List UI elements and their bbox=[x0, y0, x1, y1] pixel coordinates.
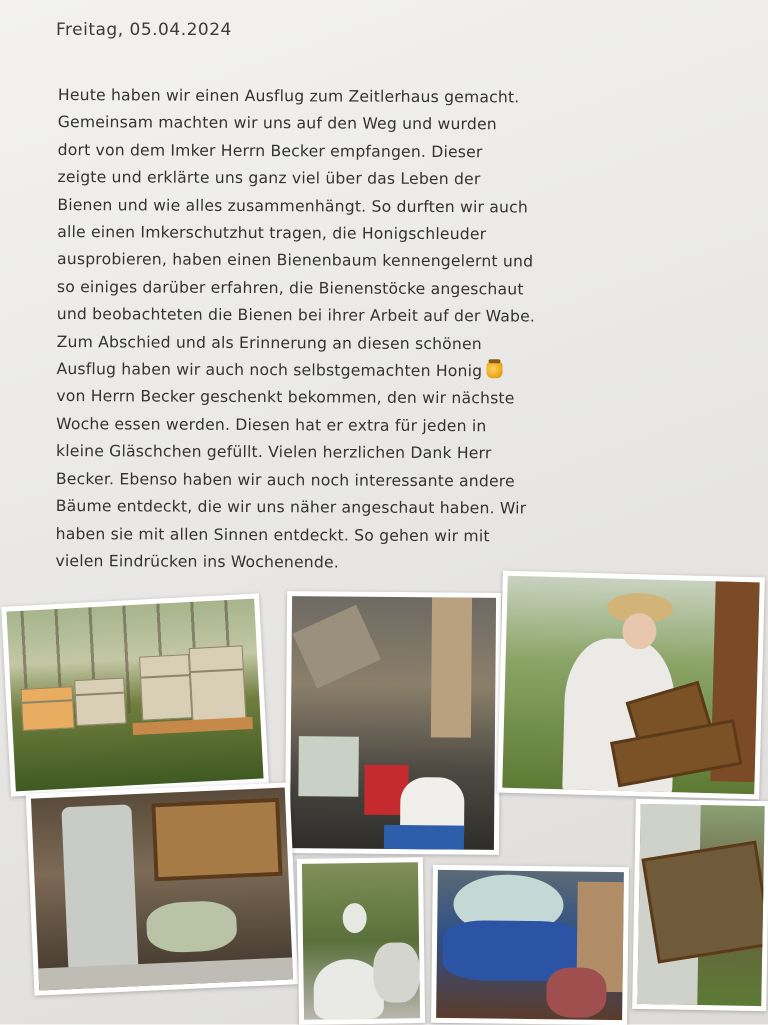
photo-image bbox=[6, 599, 263, 792]
photo-image bbox=[436, 870, 624, 1020]
text-line: Ausflug haben wir auch noch selbstgemachten Honig bbox=[56, 360, 483, 381]
text-line: Gemeinsam machten wir uns auf den Weg und wurden bbox=[57, 113, 497, 134]
report-text bbox=[55, 82, 698, 579]
text-line: Bienen und wie alles zusammenhängt. So durften wir auch bbox=[57, 195, 529, 217]
photo-shed-frames bbox=[26, 782, 299, 995]
date-heading: Freitag, 05.04.2024 bbox=[56, 20, 232, 40]
text-line: Zum Abschied und als Erinnerung an diesen schönen bbox=[56, 332, 482, 353]
text-line: dort von dem Imker Herrn Becker empfangen. Dieser bbox=[57, 140, 483, 162]
text-line: von Herrn Becker geschenkt bekommen, den wir nächste bbox=[56, 387, 515, 408]
photo-beehives bbox=[1, 593, 269, 796]
text-line: zeigte und erklärte uns ganz viel über das Leben der bbox=[57, 168, 481, 189]
text-line: Bäume entdeckt, die wir uns näher angeschaut haben. Wir bbox=[55, 497, 527, 518]
text-line: Woche essen werden. Diesen hat er extra für jeden in bbox=[56, 414, 487, 436]
text-line: ausprobieren, haben einen Bienenbaum kennengelernt und bbox=[57, 250, 534, 271]
photo-image bbox=[290, 596, 496, 850]
text-line: so einiges darüber erfahren, die Bienenstöcke angeschaut bbox=[56, 277, 524, 299]
text-line: alle einen Imkerschutzhut tragen, die Honigschleuder bbox=[57, 223, 487, 244]
photo-frame-closeup bbox=[632, 799, 768, 1011]
photo-children-veils bbox=[431, 865, 629, 1025]
photo-image bbox=[502, 576, 759, 795]
photo-shed-interior bbox=[285, 591, 501, 855]
photo-image bbox=[31, 788, 293, 991]
text-line: kleine Gläschchen gefüllt. Vielen herzlichen Dank Herr bbox=[56, 442, 492, 463]
text-line: Becker. Ebenso haben wir auch noch interessante andere bbox=[55, 469, 515, 491]
honey-pot-icon bbox=[486, 362, 502, 378]
text-line: haben sie mit allen Sinnen entdeckt. So gehen wir mit bbox=[55, 524, 490, 545]
photo-beekeeper bbox=[497, 571, 765, 800]
photo-image bbox=[302, 862, 420, 1020]
text-line: und beobachteten die Bienen bei ihrer Arbeit auf der Wabe. bbox=[56, 305, 536, 326]
text-line-with-icon bbox=[56, 356, 696, 387]
photo-image bbox=[637, 804, 764, 1006]
text-line: vielen Eindrücken ins Wochenende. bbox=[55, 551, 340, 572]
photo-veils bbox=[297, 857, 425, 1025]
text-line: Heute haben wir einen Ausflug zum Zeitlerhaus gemacht. bbox=[57, 85, 520, 107]
